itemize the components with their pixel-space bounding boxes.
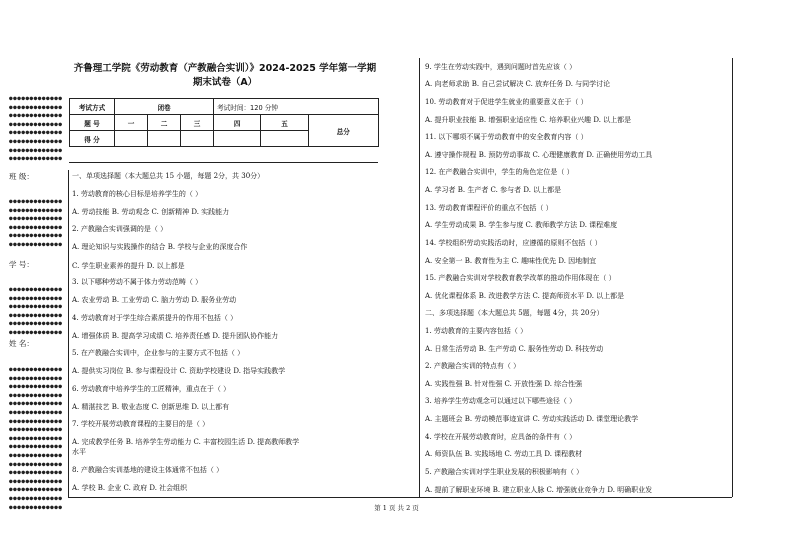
question-stem: 4. 劳动教育对于学生综合素质提升的作用不包括（ ） — [72, 314, 238, 322]
page-footer: 第 1 页 共 2 页 — [374, 504, 419, 512]
col-2: 二 — [148, 115, 181, 131]
question-options: A. 提供实习岗位 B. 参与课程设计 C. 资助学校建设 D. 指导实践教学 — [72, 367, 286, 375]
exam-title-line1: 齐鲁理工学院《劳动教育（产教融合实训）》2024-2025 学年第一学期 — [73, 63, 377, 74]
question-options: A. 理论知识与实践操作的结合 B. 学校与企业的深度合作 — [72, 243, 248, 251]
score-cell[interactable] — [214, 131, 261, 147]
question-options: A. 学习者 B. 生产者 C. 参与者 D. 以上都是 — [425, 186, 562, 194]
question-options: A. 安全第一 B. 教育性为主 C. 趣味性优先 D. 因地制宜 — [425, 257, 597, 265]
question-options: A. 学生劳动成果 B. 学生参与度 C. 教师教学方法 D. 课程难度 — [425, 221, 618, 229]
question-stem: 9. 学生在劳动实践中，遇到问题时首先应该（ ） — [425, 63, 577, 71]
question-options: A. 精湛技艺 B. 敬业态度 C. 创新思维 D. 以上都有 — [72, 403, 230, 411]
score-cell[interactable] — [115, 131, 148, 147]
center-border — [419, 58, 420, 497]
question-options: A. 优化课程体系 B. 改进教学方法 C. 提高师资水平 D. 以上都是 — [425, 292, 625, 300]
question-stem: 15. 产教融合实训对学校教育教学改革的推动作用体现在（ ） — [425, 274, 616, 282]
col-5: 五 — [261, 115, 308, 131]
question-options: A. 师资队伍 B. 实践场地 C. 劳动工具 D. 课程教材 — [425, 450, 583, 458]
student-id-label: 学 号： — [9, 260, 34, 269]
binding-line-dots: ●●●●●●●●●●●●● ●●●●●●●●●●●●● ●●●●●●●●●●●●● ●●●●●●●●●●●●● ●●●●●●●●●●●●● ●●●●●●●●●●●●● — [9, 286, 63, 336]
exam-mode-label: 考试方式 — [70, 99, 115, 115]
question-stem: 10. 劳动教育对于促进学生就业的重要意义在于（ ） — [425, 98, 588, 106]
question-options: A. 遵守操作规程 B. 预防劳动事故 C. 心理健康教育 D. 正确使用劳动工具 — [425, 151, 653, 159]
question-stem: 14. 学校组织劳动实践活动时，应遵循的原则不包括（ ） — [425, 239, 602, 247]
col-1: 一 — [115, 115, 148, 131]
col-3: 三 — [181, 115, 214, 131]
binding-line-dots: ●●●●●●●●●●●●● ●●●●●●●●●●●●● ●●●●●●●●●●●●● ●●●●●●●●●●●●● ●●●●●●●●●●●●● ●●●●●●●●●●●●● — [9, 198, 63, 248]
score-cell[interactable] — [148, 131, 181, 147]
question-stem: 3. 培养学生劳动观念可以通过以下哪些途径（ ） — [425, 397, 577, 405]
score-cell[interactable] — [261, 131, 308, 147]
question-stem: 7. 学校开展劳动教育课程的主要目的是（ ） — [72, 420, 210, 428]
section-heading: 一、单项选择题（本大题总共 15 小题，每题 2分，共 30分） — [72, 172, 265, 180]
question-options: A. 日常生活劳动 B. 生产劳动 C. 服务性劳动 D. 科技劳动 — [425, 345, 604, 353]
question-stem: 2. 产教融合实训强调的是（ ） — [72, 225, 168, 233]
question-options: A. 完成教学任务 B. 培养学生劳动能力 C. 丰富校园生活 D. 提高教师教学 — [72, 438, 300, 446]
question-stem: 3. 以下哪种劳动不属于体力劳动范畴（ ） — [72, 278, 203, 286]
exam-mode-value: 闭卷 — [115, 99, 214, 115]
exam-info-table — [69, 98, 379, 147]
binding-line-dots: ●●●●●●●●●●●●● ●●●●●●●●●●●●● ●●●●●●●●●●●●● ●●●●●●●●●●●●● ●●●●●●●●●●●●● ●●●●●●●●●●●●● ●●●●●●●●●●●●● ●●●●●●●●●●●●● ●●●●●●●●●●●●● ●●●●●●●●●●●●● ●●●●●●●●●●●●● ●●●●●●●●●●●●● ●●●●●●●●●●●●● ●●●●●●●●●●●●● ●●●●●●●●●●●●● ●●●●●●●●●●●●● ●●●●●●●●●●●●● — [9, 366, 63, 511]
question-stem: 1. 劳动教育的核心目标是培养学生的（ ） — [72, 190, 203, 198]
question-options: A. 增强体质 B. 提高学习成绩 C. 培养责任感 D. 提升团队协作能力 — [72, 332, 279, 340]
question-options: A. 农业劳动 B. 工业劳动 C. 脑力劳动 D. 服务业劳动 — [72, 296, 237, 304]
question-no-label: 题 号 — [70, 115, 115, 131]
bottom-border — [68, 497, 732, 498]
question-stem: 2. 产教融合实训的特点有（ ） — [425, 362, 521, 370]
question-stem: 1. 劳动教育的主要内容包括（ ） — [425, 327, 528, 335]
question-stem: 11. 以下哪项不属于劳动教育中的安全教育内容（ ） — [425, 133, 588, 141]
score-cell[interactable] — [181, 131, 214, 147]
question-options: A. 提升职业技能 B. 增强职业适应性 C. 培养职业兴趣 D. 以上都是 — [425, 116, 632, 124]
question-options-wrap: 水平 — [72, 448, 86, 456]
exam-title-line2: 期末试卷（A） — [192, 77, 258, 88]
question-stem: 6. 劳动教育中培养学生的工匠精神，重点在于（ ） — [72, 385, 231, 393]
left-border — [68, 170, 69, 497]
binding-line-dots: ●●●●●●●●●●●●● ●●●●●●●●●●●●● ●●●●●●●●●●●●● ●●●●●●●●●●●●● ●●●●●●●●●●●●● ●●●●●●●●●●●●● ●●●●●●●●●●●●● ●●●●●●●●●●●●● — [9, 95, 63, 163]
exam-time: 考试时间：120 分钟 — [214, 99, 379, 115]
question-stem: 5. 产教融合实训对学生职业发展的积极影响有（ ） — [425, 468, 584, 476]
question-stem: 12. 在产教融合实训中，学生的角色定位是（ ） — [425, 168, 574, 176]
question-options: A. 实践性强 B. 针对性强 C. 开放性强 D. 综合性强 — [425, 380, 583, 388]
right-border — [732, 58, 733, 497]
question-options: A. 学校 B. 企业 C. 政府 D. 社会组织 — [72, 484, 188, 492]
question-options: A. 提前了解职业环境 B. 建立职业人脉 C. 增强就业竞争力 D. 明确职业发 — [425, 486, 653, 494]
col-4: 四 — [214, 115, 261, 131]
question-options: A. 劳动技能 B. 劳动观念 C. 创新精神 D. 实践能力 — [72, 208, 230, 216]
section-heading: 二、多项选择题（本大题总共 5题，每题 4分，共 20分） — [425, 309, 604, 317]
question-stem: 13. 劳动教育课程评价的重点不包括（ ） — [425, 204, 553, 212]
question-stem: 5. 在产教融合实训中，企业参与的主要方式不包括（ ） — [72, 349, 245, 357]
question-options: C. 学生职业素养的提升 D. 以上都是 — [72, 262, 185, 270]
total-label: 总分 — [308, 115, 378, 147]
score-label: 得 分 — [70, 131, 115, 147]
question-options: A. 主题班会 B. 劳动模范事迹宣讲 C. 劳动实践活动 D. 课堂理论教学 — [425, 415, 639, 423]
section-divider — [69, 162, 378, 163]
class-label: 班 级： — [9, 172, 34, 181]
question-stem: 4. 学校在开展劳动教育时，应具备的条件有（ ） — [425, 433, 577, 441]
question-stem: 8. 产教融合实训基地的建设主体通常不包括（ ） — [72, 466, 224, 474]
question-options: A. 向老师求助 B. 自己尝试解决 C. 放弃任务 D. 与同学讨论 — [425, 80, 611, 88]
name-label: 姓 名： — [9, 339, 34, 348]
